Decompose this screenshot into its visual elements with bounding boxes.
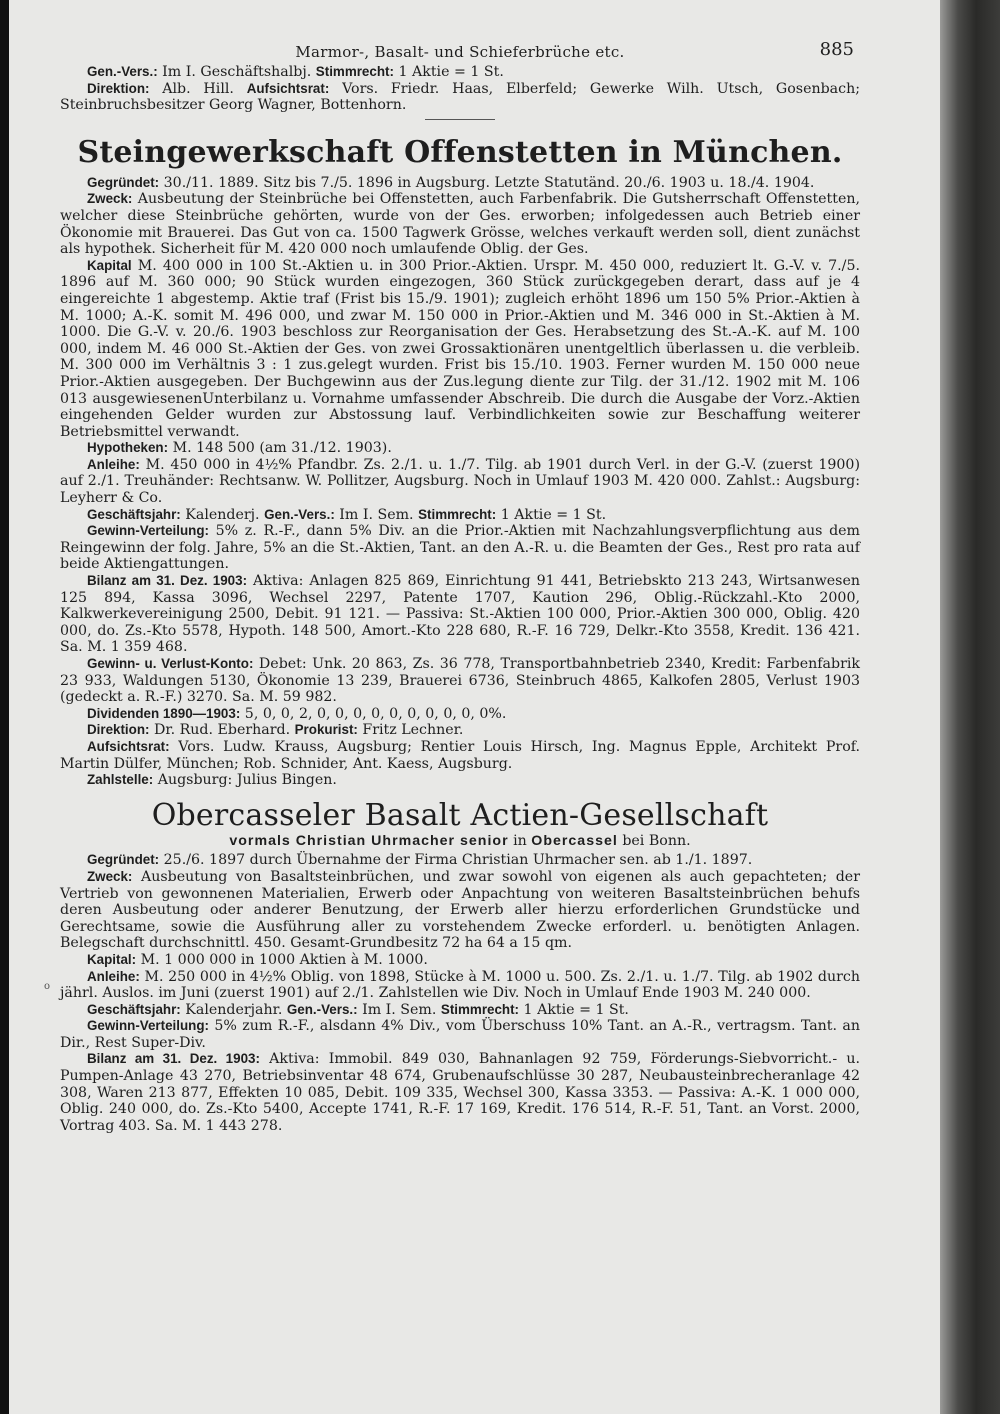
label: Kapital <box>86 257 132 273</box>
label: Aufsichtsrat: <box>246 80 330 96</box>
label: Prokurist: <box>294 722 358 738</box>
entry-gewinn-verlust: Gewinn- u. Verlust-Konto: Debet: Unk. 20 863, Zs. 36 778, Transportbahnbetrieb 2340, Kredit: Farbenfabrik 23 933, Waldungen 5130, Ökonomie 13 239, Brauerei 6736, Steinbruch 4865, Kalkofen 2805, Verlust 1903 (gedeckt a. R.-F.) 3270. Sa. M. 59 982. <box>60 656 860 706</box>
book-spine-shadow <box>940 0 1000 1414</box>
margin-mark: o <box>44 981 51 992</box>
entry-kapital-2: Kapital: M. 1 000 000 in 1000 Aktien à M. 1000. <box>86 951 428 968</box>
entry-geschaeftsjahr: Geschäftsjahr: Kalenderj. Gen.-Vers.: Im I. Sem. Stimmrecht: 1 Aktie = 1 St. <box>86 506 607 523</box>
label: Gen.-Vers.: <box>286 1001 358 1017</box>
label: Geschäftsjahr: <box>86 506 181 522</box>
entry-direktion: Direktion: Dr. Rud. Eberhard. Prokurist: Fritz Lechner. <box>86 722 464 739</box>
entry-gewinn-verteilung: Gewinn-Verteilung: 5% z. R.-F., dann 5% Div. an die Prior.-Aktien mit Nachzahlungsverpflichtung aus dem Reingewinn der folg. Jahre, 5% an die St.-Aktien, Tant. an den A.-R. u. die Beamten der Ges., Rest pro rata auf beide Aktiengattungen. <box>60 523 860 573</box>
entry-bilanz: Bilanz am 31. Dez. 1903: Aktiva: Anlagen 825 869, Einrichtung 91 441, Betriebskto 213 243, Wirtsanwesen 125 894, Kassa 3096, Wechsel 2297, Patente 1707, Kaution 296, Oblig.-Rückzahl.-Kto 2000, Kalkwerkevereinigung 2500, Debit. 91 121. — Passiva: St.-Aktien 100 000, Prior.-Aktien 300 000, Oblig. 420 000, do. Zs.-Kto 5578, Hypoth. 148 500, Amort.-Kto 228 680, R.-F. 16 729, Delkr.-Kto 3558, Kredit. 136 421. Sa. M. 1 359 468. <box>60 573 860 656</box>
label: Zahlstelle: <box>86 772 154 788</box>
label: Gegründet: <box>86 174 160 190</box>
document-page <box>60 40 860 1134</box>
top-direktion: Direktion: Alb. Hill. Aufsichtsrat: Vors. Friedr. Haas, Elberfeld; Gewerke Wilh. Utsch, Gosenbach; Steinbruchsbesitzer Georg Wagner, Bottenhorn. <box>60 80 861 114</box>
label: Gewinn-Verteilung: <box>86 523 209 539</box>
label: Direktion: <box>86 80 150 96</box>
entry-aufsichtsrat: Aufsichtsrat: Vors. Ludw. Krauss, Augsburg; Rentier Louis Hirsch, Ing. Magnus Epple, Architekt Prof. Martin Dülfer, München; Rob. Schnider, Ant. Kaess, Augsburg. <box>60 738 860 772</box>
company-subtitle: vormals Christian Uhrmacher senior in Obercassel bei Bonn. <box>229 832 691 849</box>
label: Gen.-Vers.: <box>86 64 158 79</box>
label: Hypotheken: <box>86 440 169 456</box>
entry-dividenden: Dividenden 1890—1903: 5, 0, 0, 2, 0, 0, 0, 0, 0, 0, 0, 0, 0, 0%. <box>86 705 507 722</box>
label: Gegründet: <box>86 852 160 868</box>
entry-anleihe-2: Anleihe: M. 250 000 in 4½% Oblig. von 1898, Stücke à M. 1000 u. 500. Zs. 2./1. u. 1./7. Tilg. ab 1902 durch jährl. Auslos. im Juni (zuerst 1901) auf 2./1. Zahlstellen wie Div. Noch in Umlauf Ende 1903 M. 240 000. <box>60 968 860 1002</box>
label: Stimmrecht: <box>418 506 497 522</box>
entry-bilanz-2: Bilanz am 31. Dez. 1903: Aktiva: Immobil. 849 030, Bahnanlagen 92 759, Förderungs-Siebvorricht.- u. Pumpen-Anlage 43 270, Betriebsinventar 48 674, Grubenaufschlüsse 30 287, Neubausteinbrecheranlage 42 308, Waren 213 877, Effekten 10 085, Debit. 109 335, Wechsel 300, Kassa 3353. — Passiva: A.-K. 1 000 000, Oblig. 240 000, do. Zs.-Kto 5400, Accepte 1741, R.-F. 17 169, Kredit. 176 514, R.-F. 51, Tant. an Vorst. 2000, Vortrag 403. Sa. M. 1 443 278. <box>60 1051 860 1134</box>
label: Gewinn- u. Verlust-Konto: <box>86 656 254 671</box>
page-number: 885 <box>819 39 854 60</box>
label: Stimmrecht: <box>315 64 394 79</box>
label: Geschäftsjahr: <box>86 1001 181 1017</box>
entry-kapital: Kapital M. 400 000 in 100 St.-Aktien u. in 300 Prior.-Aktien. Urspr. M. 450 000, reduziert lt. G.-V. v. 7./5. 1896 auf M. 360 000; 90 Stück wurden eingezogen, 360 Stück zurückgegeben derart, dass auf je 4 eingereichte 1 abgestemp. Aktie traf (Frist bis 15./9. 1901); zugleich erhöht 1896 um 150 5% Prior.-Aktien à M. 1000; A.-K. somit M. 496 000, und zwar M. 150 000 in Prior.-Aktien und M. 346 000 in St.-Aktien à M. 1000. Die G.-V. v. 20./6. 1903 beschloss zur Reorganisation der Ges. Herabsetzung des St.-A.-K. auf M. 100 000, indem M. 46 000 St.-Aktien der Ges. von zwei Grossaktionären unentgeltlich überlassen u. die verbleib. M. 300 000 im Verhältnis 3 : 1 zus.gelegt wurden. Frist bis 15./10. 1903. Ferner wurden M. 150 000 neue Prior.-Aktien ausgegeben. Der Buchgewinn aus der Zus.legung diente zur Tilg. der 31./12. 1902 mit M. 106 013 ausgewiesenenUnterbilanz u. Vornahme umfassender Abschreib. Die durch die Ausgabe der Vorz.-Aktien eingehenden Gelder wurden zur Abstossung lauf. Verbindlichkeiten sowie zur Beschaffung weiterer Betriebsmittel verwandt. <box>60 257 860 440</box>
entry-gegruendet-2: Gegründet: 25./6. 1897 durch Übernahme der Firma Christian Uhrmacher sen. ab 1./1. 1897. <box>86 852 753 869</box>
entry-hypotheken: Hypotheken: M. 148 500 (am 31./12. 1903). <box>86 440 392 457</box>
company-title-offenstetten: Steingewerkschaft Offenstetten in München. <box>77 134 843 170</box>
entry-gegruendet: Gegründet: 30./11. 1889. Sitz bis 7./5. 1896 in Augsburg. Letzte Statutänd. 20./6. 1903 u. 18./4. 1904. <box>86 174 815 191</box>
entry-zweck: Zweck: Ausbeutung der Steinbrüche bei Offenstetten, auch Farbenfabrik. Die Gutsherrschaft Offenstetten, welcher diese Steinbrüche gehörten, wurde von der Ges. erworben; infolgedessen auch Betrieb einer Ökonomie mit Brauerei. Das Gut von ca. 1500 Tagwerk Grösse, welches verkauft werden soll, dient zunächst als hypothek. Sicherheit für M. 420 000 noch umlaufende Oblig. der Ges. <box>60 191 860 258</box>
label: Bilanz am 31. Dez. 1903: <box>86 573 248 589</box>
label: Gen.-Vers.: <box>264 506 335 522</box>
label: Anleihe: <box>86 968 140 984</box>
top-gen-vers: Gen.-Vers.: Im I. Geschäftshalbj. Stimmrecht: 1 Aktie = 1 St. <box>86 64 504 80</box>
label: Gewinn-Verteilung: <box>86 1018 209 1034</box>
label: Aufsichtsrat: <box>86 738 170 754</box>
entry-zahlstelle: Zahlstelle: Augsburg: Julius Bingen. <box>86 772 337 789</box>
header-title: Marmor-, Basalt- und Schieferbrüche etc. <box>295 43 625 61</box>
entry-gewinn-verteilung-2: Gewinn-Verteilung: 5% zum R.-F., alsdann 4% Div., vom Überschuss 10% Tant. an A.-R., vertragsm. Tant. an Dir., Rest Super-Div. <box>60 1018 860 1051</box>
label: Zweck: <box>86 868 133 884</box>
label: Direktion: <box>86 722 150 738</box>
scan-left-edge <box>0 0 9 1414</box>
entry-geschaeftsjahr-2: Geschäftsjahr: Kalenderjahr. Gen.-Vers.: Im I. Sem. Stimmrecht: 1 Aktie = 1 St. <box>86 1001 629 1018</box>
running-header <box>60 40 860 64</box>
label: Zweck: <box>86 191 133 207</box>
separator-rule <box>425 119 495 120</box>
label: Dividenden 1890—1903: <box>86 705 241 721</box>
entry-zweck-2: Zweck: Ausbeutung von Basaltsteinbrüchen, und zwar sowohl von eigenen als auch gepachteten; der Vertrieb von gewonnenen Materialien, Erwerb oder Anpachtung von weiteren Basaltsteinbrüchen behufs deren Ausbeutung oder anderer Benutzung, der Erwerb aller hierzu erforderlichen Grundstücke und Gerechtsame, sowie die Ausführung aller zu vorstehendem Zwecke erforderl. u. benötigten Anlagen. Belegschaft durchschnittl. 450. Gesamt-Grundbesitz 72 ha 64 a 15 qm. <box>60 868 860 952</box>
label: Kapital: <box>86 951 137 967</box>
company-title-obercasseler: Obercasseler Basalt Actien-Gesellschaft <box>151 797 769 833</box>
label: Anleihe: <box>86 456 140 472</box>
entry-anleihe: Anleihe: M. 450 000 in 4½% Pfandbr. Zs. 2./1. u. 1./7. Tilg. ab 1901 durch Verl. in der G.-V. (zuerst 1900) auf 2./1. Treuhänder: Rechtsanw. W. Pollitzer, Augsburg. Noch in Umlauf 1903 M. 420 000. Zahlst.: Augsburg: Leyherr & Co. <box>60 456 860 507</box>
label: Bilanz am 31. Dez. 1903: <box>86 1051 260 1067</box>
label: Stimmrecht: <box>440 1001 520 1017</box>
